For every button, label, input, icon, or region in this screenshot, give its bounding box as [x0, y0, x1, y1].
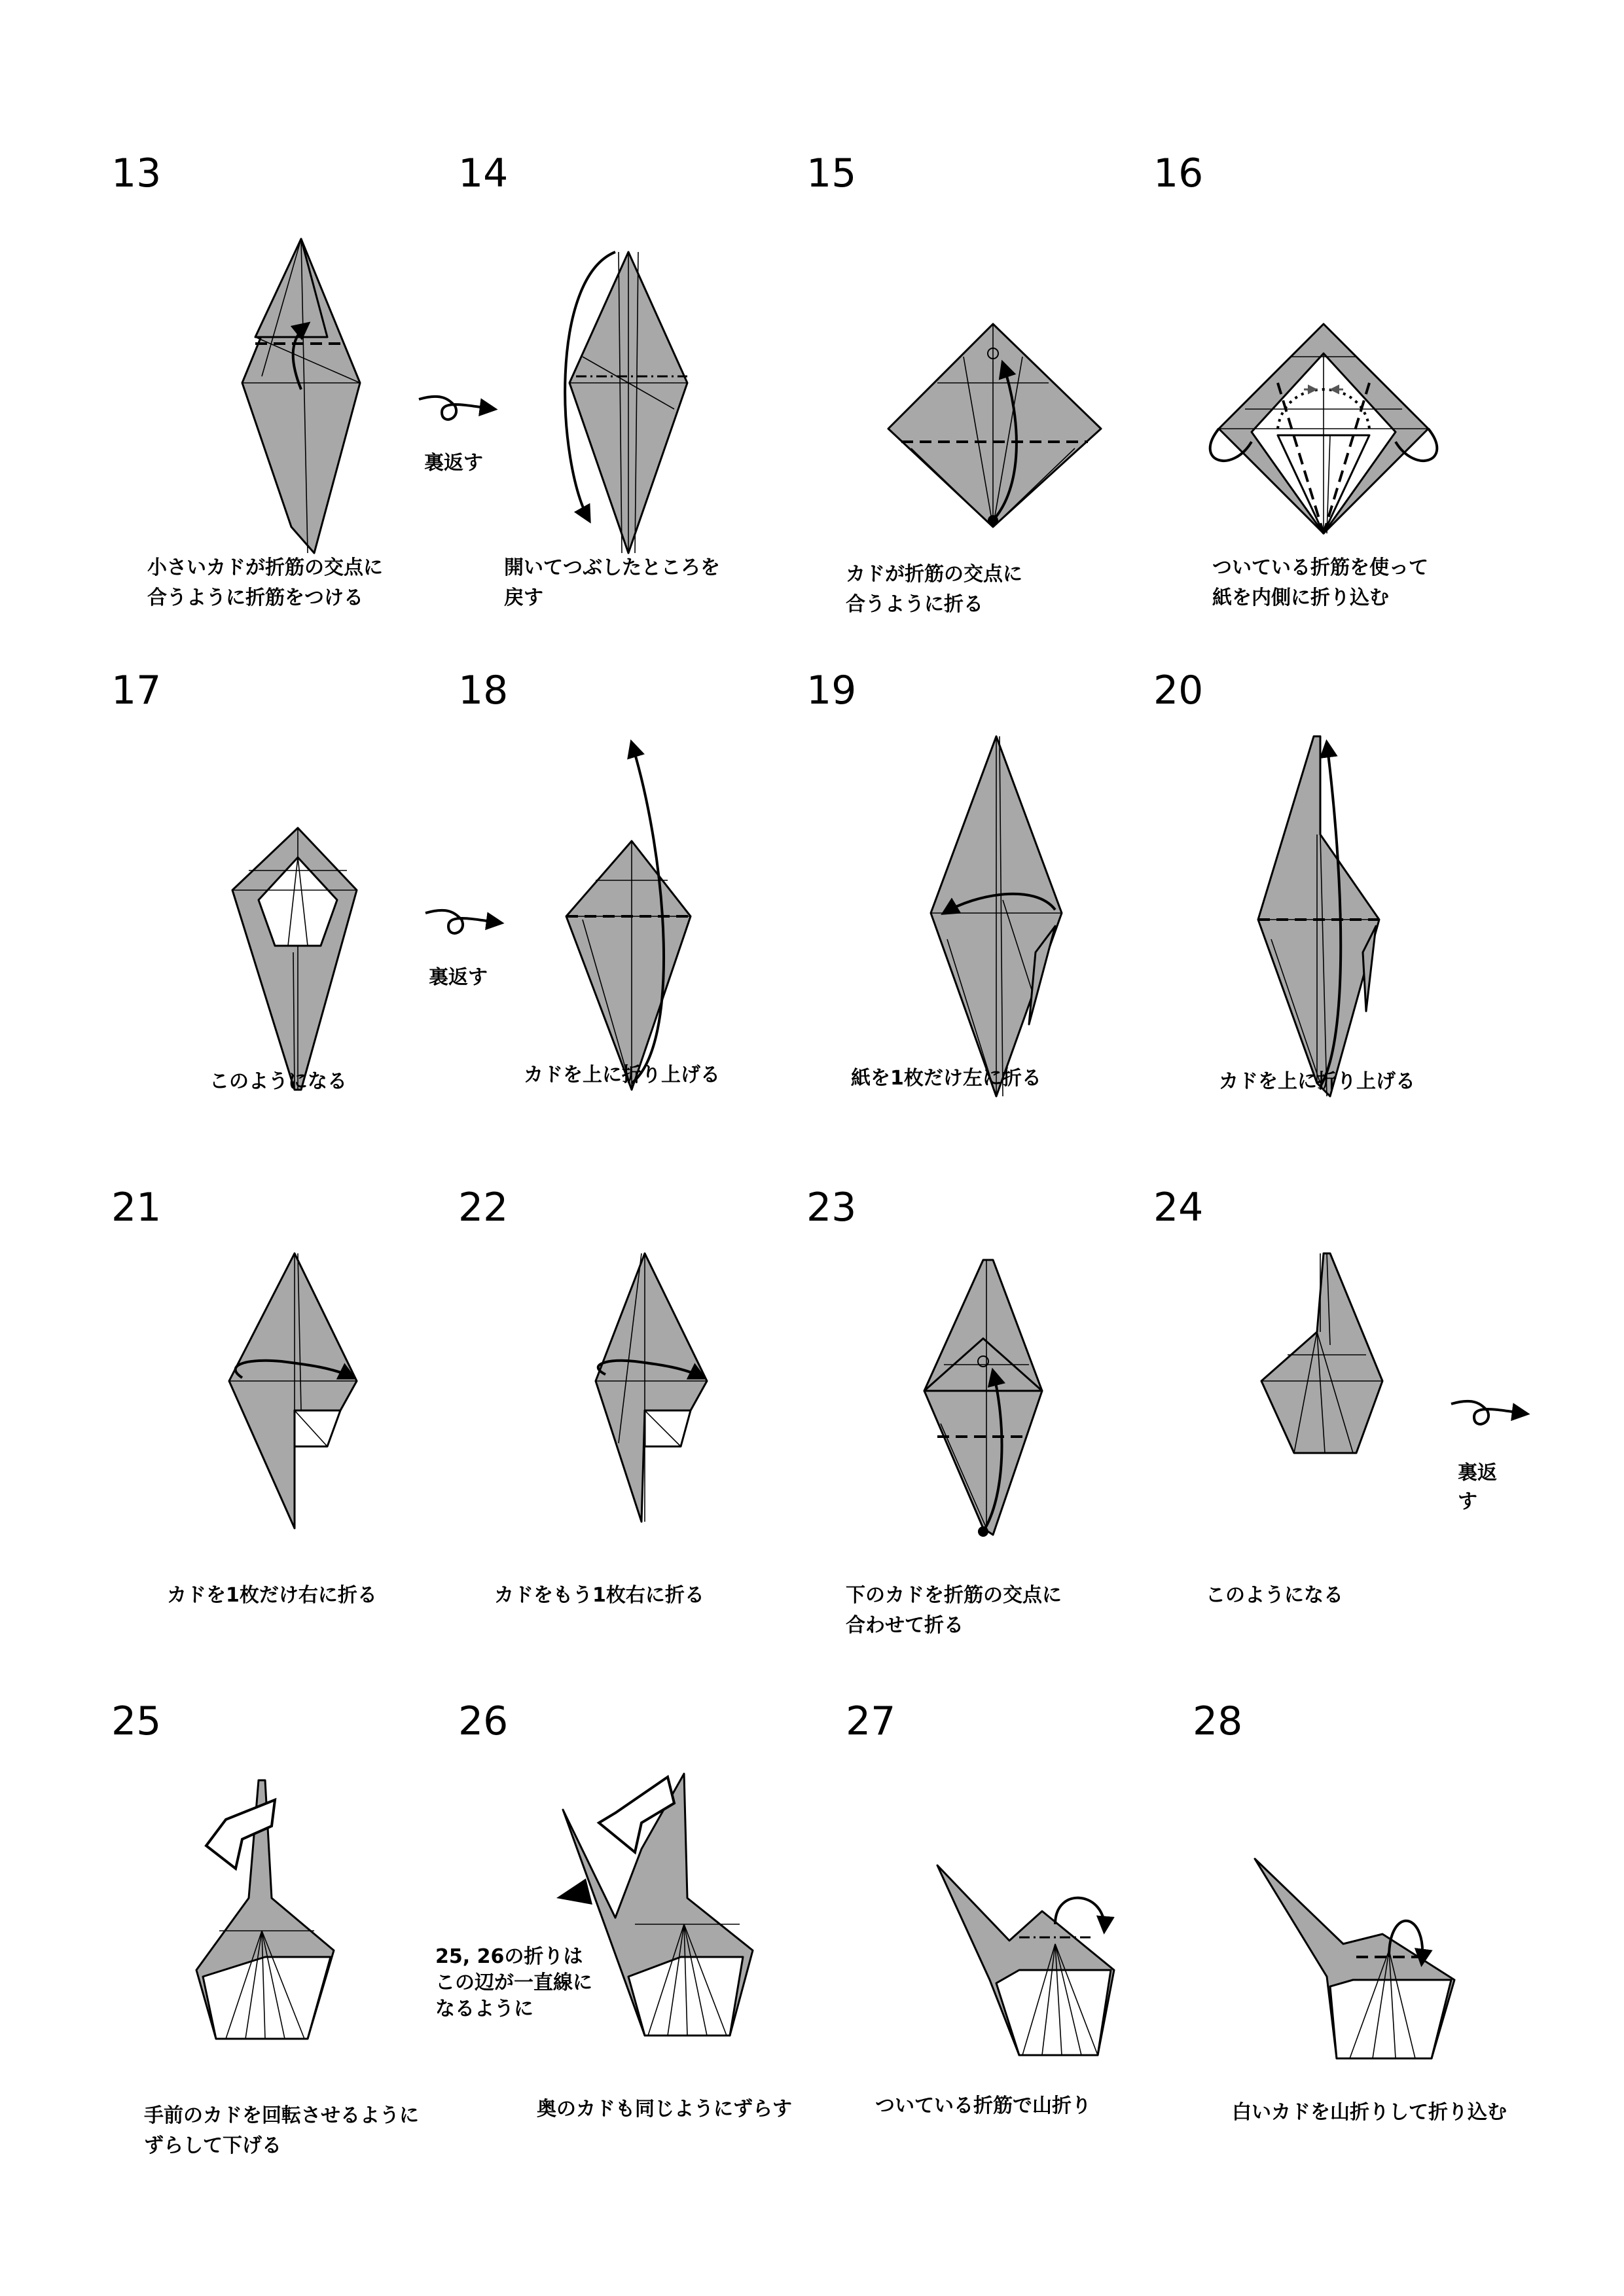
step-14-diagram	[458, 213, 812, 579]
step-number: 13	[111, 151, 162, 196]
step-number: 14	[458, 151, 509, 196]
step-number: 18	[458, 668, 509, 713]
step-25	[111, 1698, 465, 2199]
step-28-diagram	[1193, 1761, 1546, 2127]
flip-arrow-icon	[1448, 1391, 1533, 1437]
flip-label: 裏返す	[429, 966, 488, 989]
step-16	[1153, 151, 1507, 651]
step-28	[1193, 1698, 1546, 2199]
step-caption: ついている折筋で山折り	[875, 2094, 1091, 2117]
step-caption: 開いてつぶしたところを 戻す	[504, 556, 720, 609]
step-caption: このようになる	[209, 1070, 347, 1093]
step-number: 22	[458, 1185, 509, 1230]
step-number: 17	[111, 668, 162, 713]
step-14	[458, 151, 812, 651]
step-13	[111, 151, 465, 651]
step-caption: カドをもう1枚右に折る	[494, 1584, 704, 1607]
step-15	[806, 151, 1160, 651]
step-27	[846, 1698, 1199, 2199]
step-25-diagram	[111, 1761, 465, 2127]
step-number: 19	[806, 668, 857, 713]
step-caption: ついている折筋を使って 紙を内側に折り込む	[1212, 556, 1428, 609]
step-21-diagram	[111, 1247, 465, 1613]
step-13-diagram	[111, 213, 465, 579]
flip-label: 裏返す	[1458, 1462, 1497, 1513]
step-caption: カドが折筋の交点に 合うように折る	[846, 563, 1022, 616]
step-19-diagram	[806, 730, 1160, 1096]
step-26	[435, 1698, 812, 2199]
step-21	[111, 1185, 465, 1685]
step-number: 25	[111, 1698, 162, 1744]
step-number: 15	[806, 151, 857, 196]
step-caption: このようになる	[1206, 1584, 1343, 1607]
step-17	[111, 668, 465, 1168]
step-number: 28	[1193, 1698, 1243, 1744]
step-caption: 白いカドを山折りして折り込む	[1232, 2101, 1507, 2124]
step-20	[1153, 668, 1507, 1168]
step-22	[458, 1185, 812, 1685]
step-caption: 手前のカドを回転させるように ずらして下げる	[144, 2104, 419, 2157]
step-22-diagram	[458, 1247, 812, 1613]
step-caption: 紙を1枚だけ左に折る	[851, 1067, 1041, 1090]
step-number: 16	[1153, 151, 1204, 196]
step-caption: カドを1枚だけ右に折る	[167, 1584, 377, 1607]
step-26-note: 25, 26の折りは この辺が一直線に なるように	[435, 1945, 592, 2020]
step-16-diagram	[1153, 213, 1507, 579]
step-18-diagram	[458, 730, 812, 1096]
step-18	[458, 668, 812, 1168]
step-23-diagram	[806, 1247, 1160, 1613]
step-19	[806, 668, 1160, 1168]
step-caption: 奥のカドも同じようにずらす	[537, 2098, 792, 2121]
step-caption: 下のカドを折筋の交点に 合わせて折る	[846, 1584, 1062, 1637]
step-23	[806, 1185, 1160, 1685]
step-24	[1153, 1185, 1507, 1685]
step-17-diagram	[111, 730, 465, 1096]
step-number: 23	[806, 1185, 857, 1230]
step-number: 20	[1153, 668, 1204, 713]
step-caption: カドを上に折り上げる	[1219, 1070, 1415, 1093]
step-27-diagram	[846, 1761, 1199, 2127]
step-caption: 小さいカドが折筋の交点に 合うように折筋をつける	[147, 556, 383, 609]
step-15-diagram	[806, 213, 1160, 579]
step-number: 26	[458, 1698, 509, 1744]
step-caption: カドを上に折り上げる	[524, 1064, 720, 1086]
flip-label: 裏返す	[424, 452, 483, 475]
step-number: 21	[111, 1185, 162, 1230]
step-number: 27	[846, 1698, 896, 1744]
step-20-diagram	[1153, 730, 1507, 1096]
flip-arrow-icon	[416, 386, 501, 432]
step-number: 24	[1153, 1185, 1204, 1230]
